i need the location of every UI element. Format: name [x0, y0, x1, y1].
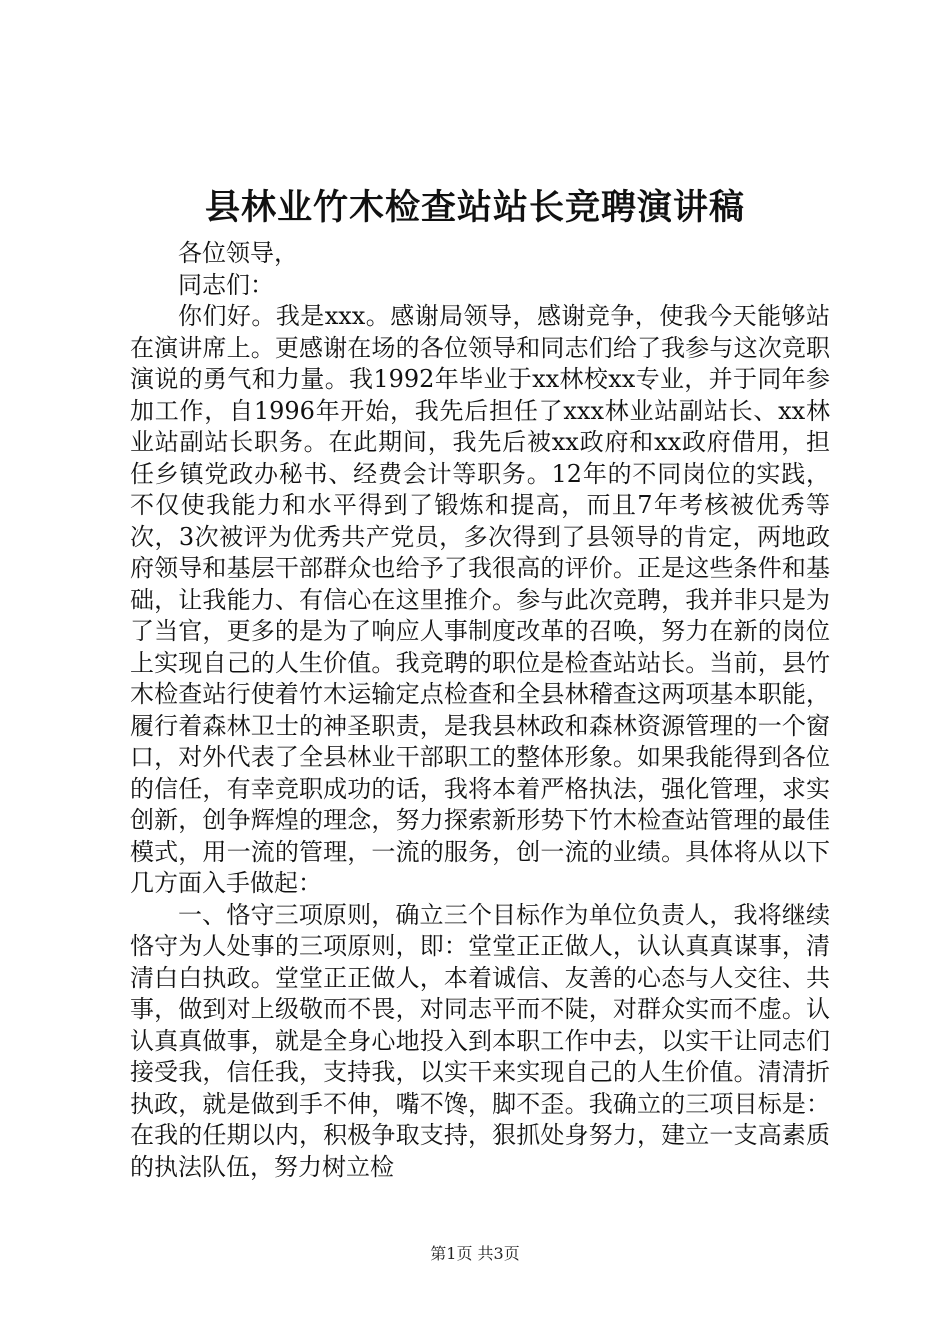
- salutation-leaders: 各位领导，: [178, 239, 298, 267]
- page-indicator: 第1页 共3页: [430, 1244, 520, 1263]
- salutation-comrades: 同志们：: [178, 270, 274, 299]
- paragraph-introduction: 你们好。我是xxx。感谢局领导，感谢竞争，使我今天能够站在演讲席上。更感谢在场的各位领导和同志们给了我参与这次竞职演说的勇气和力量。我1992年毕业于xx林校xx专业，并于同年参加工作，自1996年开始，我先后担任了xxx林业站副站长、xx林业站副站长职务。在此期间，我先后被xx政府和xx政府借用，担任乡镇党政办秘书、经费会计等职务。12年的不同岗位的实践，不仅使我能力和水平得到了锻炼和提高，而且7年考核被优秀等次，3次被评为优秀共产党员，多次得到了县领导的肯定，两地政府领导和基层干部群众也给予了我很高的评价。正是这些条件和基础，让我能力、有信心在这里推介。参与此次竞聘，我并非只是为了当官，更多的是为了响应人事制度改革的召唤，努力在新的岗位上实现自己的人生价值。我竞聘的职位是检查站站长。当前，县竹木检查站行使着竹木运输定点检查和全县林稽查这两项基本职能，履行着森林卫士的神圣职责，是我县林政和森林资源管理的一个窗口，对外代表了全县林业干部职工的整体形象。如果我能得到各位的信任，有幸竞职成功的话，我将本着严格执法，强化管理，求实创新，创争辉煌的理念，努力探索新形势下竹木检查站管理的最佳模式，用一流的管理，一流的服务，创一流的业绩。具体将从以下几方面入手做起：: [130, 302, 830, 897]
- paragraph-principles: 一、恪守三项原则，确立三个目标作为单位负责人，我将继续恪守为人处事的三项原则，即：堂堂正正做人，认认真真谋事，清清白白执政。堂堂正正做人，本着诚信、友善的心态与人交往、共事，做到对上级敬而不畏，对同志平而不陡，对群众实而不虚。认认真真做事，就是全身心地投入到本职工作中去，以实干让同志们接受我，信任我，支持我，以实干来实现自己的人生价值。清清折执政，就是做到手不伸，嘴不馋，脚不歪。我确立的三项目标是：在我的任期以内，积极争取支持，狠抓处身努力，建立一支高素质的执法队伍，努力树立检: [130, 900, 830, 1181]
- document-title: 县林业竹木检查站站长竞聘演讲稿: [204, 187, 745, 228]
- document-body: [130, 238, 830, 1183]
